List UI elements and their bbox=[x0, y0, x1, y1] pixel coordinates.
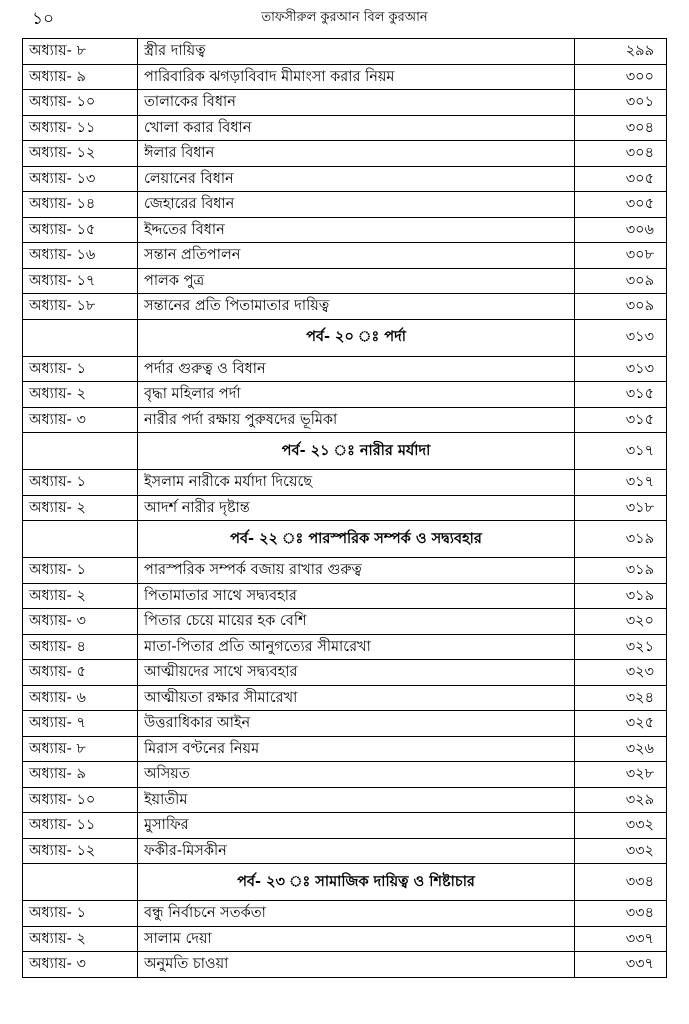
toc-page-number: ৩৩৪ bbox=[575, 864, 667, 901]
toc-empty-cell bbox=[23, 521, 138, 558]
toc-empty-cell bbox=[23, 864, 138, 901]
toc-chapter-row bbox=[23, 660, 667, 686]
page-header bbox=[0, 0, 689, 34]
toc-page-number: ৩০৮ bbox=[575, 243, 667, 269]
toc-page-number: ৩৩৭ bbox=[575, 926, 667, 952]
toc-chapter-title: অনুমতি চাওয়া bbox=[138, 952, 575, 978]
toc-chapter-label: অধ্যায়- ৮ bbox=[23, 736, 138, 762]
toc-chapter-title: লেয়ানের বিধান bbox=[138, 166, 575, 192]
toc-chapter-label: অধ্যায়- ২ bbox=[23, 495, 138, 521]
toc-chapter-title: উত্তরাধিকার আইন bbox=[138, 711, 575, 737]
toc-chapter-title: খোলা করার বিধান bbox=[138, 115, 575, 141]
toc-chapter-title: সন্তানের প্রতি পিতামাতার দায়িত্ব bbox=[138, 294, 575, 320]
toc-chapter-label: অধ্যায়- ১ bbox=[23, 901, 138, 927]
toc-chapter-label: অধ্যায়- ১১ bbox=[23, 813, 138, 839]
toc-page-number: ৩৩৭ bbox=[575, 952, 667, 978]
toc-chapter-row bbox=[23, 382, 667, 408]
toc-chapter-title: নারীর পর্দা রক্ষায় পুরুষদের ভূমিকা bbox=[138, 407, 575, 433]
toc-chapter-row bbox=[23, 634, 667, 660]
toc-chapter-row bbox=[23, 495, 667, 521]
toc-chapter-label: অধ্যায়- ১৮ bbox=[23, 294, 138, 320]
toc-chapter-row bbox=[23, 736, 667, 762]
toc-chapter-label: অধ্যায়- ৭ bbox=[23, 711, 138, 737]
toc-page-number: ৩১৩ bbox=[575, 319, 667, 356]
page-number: ১০ bbox=[32, 9, 55, 29]
toc-chapter-row bbox=[23, 813, 667, 839]
toc-chapter-row bbox=[23, 39, 667, 65]
book-title: তাফসীরুল কুরআন বিল কুরআন bbox=[261, 10, 428, 25]
toc-page-number: ৩০৯ bbox=[575, 268, 667, 294]
toc-chapter-label: অধ্যায়- ১ bbox=[23, 356, 138, 382]
toc-page-number: ৩১৯ bbox=[575, 583, 667, 609]
toc-page-number: ৩০৪ bbox=[575, 115, 667, 141]
toc-page-number: ৩১৯ bbox=[575, 558, 667, 584]
toc-chapter-row bbox=[23, 609, 667, 635]
toc-chapter-title: অসিয়ত bbox=[138, 762, 575, 788]
toc-page-number: ৩০৬ bbox=[575, 217, 667, 243]
toc-empty-cell bbox=[23, 433, 138, 470]
toc-page-number: ৩২৮ bbox=[575, 762, 667, 788]
toc-page-number: ৩১৭ bbox=[575, 470, 667, 496]
toc-chapter-row bbox=[23, 558, 667, 584]
toc-chapter-title: বৃদ্ধা মহিলার পর্দা bbox=[138, 382, 575, 408]
toc-page-number: ৩২৯ bbox=[575, 787, 667, 813]
toc-page-number: ৩২৩ bbox=[575, 660, 667, 686]
toc-page-number: ৩০৫ bbox=[575, 166, 667, 192]
toc-chapter-title: ইদ্দতের বিধান bbox=[138, 217, 575, 243]
toc-chapter-title: আত্মীয়দের সাথে সদ্ব্যবহার bbox=[138, 660, 575, 686]
toc-page-number: ৩৩৪ bbox=[575, 901, 667, 927]
toc-page-number: ৩০৪ bbox=[575, 141, 667, 167]
toc-chapter-row bbox=[23, 64, 667, 90]
toc-page-number: ৩১৫ bbox=[575, 407, 667, 433]
toc-part-row bbox=[23, 864, 667, 901]
toc-chapter-title: বন্ধু নির্বাচনে সতর্কতা bbox=[138, 901, 575, 927]
toc-part-title: পর্ব- ২২ ঃ পারস্পরিক সম্পর্ক ও সদ্ব্যবহার bbox=[138, 521, 575, 558]
toc-page-number: ৩২৬ bbox=[575, 736, 667, 762]
toc-chapter-row bbox=[23, 294, 667, 320]
toc-chapter-row bbox=[23, 762, 667, 788]
toc-chapter-title: পিতার চেয়ে মায়ের হক বেশি bbox=[138, 609, 575, 635]
toc-part-row bbox=[23, 319, 667, 356]
toc-chapter-label: অধ্যায়- ৯ bbox=[23, 64, 138, 90]
toc-chapter-title: স্ত্রীর দায়িত্ব bbox=[138, 39, 575, 65]
toc-chapter-row bbox=[23, 243, 667, 269]
toc-page-number: ৩০৫ bbox=[575, 192, 667, 218]
toc-chapter-row bbox=[23, 787, 667, 813]
toc-chapter-label: অধ্যায়- ১০ bbox=[23, 90, 138, 116]
toc-page-number: ৩২৫ bbox=[575, 711, 667, 737]
toc-chapter-title: মাতা-পিতার প্রতি আনুগত্যের সীমারেখা bbox=[138, 634, 575, 660]
toc-chapter-label: অধ্যায়- ১৩ bbox=[23, 166, 138, 192]
toc-chapter-label: অধ্যায়- ৩ bbox=[23, 952, 138, 978]
toc-chapter-title: পর্দার গুরুত্ব ও বিধান bbox=[138, 356, 575, 382]
toc-chapter-label: অধ্যায়- ১৭ bbox=[23, 268, 138, 294]
table-of-contents bbox=[22, 38, 667, 978]
toc-chapter-title: সালাম দেয়া bbox=[138, 926, 575, 952]
toc-chapter-title: মুসাফির bbox=[138, 813, 575, 839]
toc-chapter-row bbox=[23, 90, 667, 116]
toc-chapter-title: ইয়াতীম bbox=[138, 787, 575, 813]
toc-page-number: ৩০১ bbox=[575, 90, 667, 116]
toc-chapter-row bbox=[23, 356, 667, 382]
toc-chapter-row bbox=[23, 407, 667, 433]
toc-chapter-title: মিরাস বণ্টনের নিয়ম bbox=[138, 736, 575, 762]
toc-chapter-title: ইসলাম নারীকে মর্যাদা দিয়েছে bbox=[138, 470, 575, 496]
toc-page-number: ৩১৫ bbox=[575, 382, 667, 408]
toc-chapter-label: অধ্যায়- ২ bbox=[23, 926, 138, 952]
toc-page-number: ৩১৮ bbox=[575, 495, 667, 521]
toc-chapter-title: তালাকের বিধান bbox=[138, 90, 575, 116]
toc-chapter-label: অধ্যায়- ১১ bbox=[23, 115, 138, 141]
toc-chapter-title: পালক পুত্র bbox=[138, 268, 575, 294]
toc-chapter-label: অধ্যায়- ১৬ bbox=[23, 243, 138, 269]
toc-chapter-title: জেহারের বিধান bbox=[138, 192, 575, 218]
toc-chapter-row bbox=[23, 926, 667, 952]
toc-chapter-row bbox=[23, 166, 667, 192]
toc-page-number: ৩২৪ bbox=[575, 685, 667, 711]
toc-chapter-title: পিতামাতার সাথে সদ্ব্যবহার bbox=[138, 583, 575, 609]
toc-page-number: ২৯৯ bbox=[575, 39, 667, 65]
toc-chapter-label: অধ্যায়- ১০ bbox=[23, 787, 138, 813]
toc-chapter-label: অধ্যায়- ৬ bbox=[23, 685, 138, 711]
toc-chapter-label: অধ্যায়- ২ bbox=[23, 583, 138, 609]
toc-page-number: ৩৩২ bbox=[575, 813, 667, 839]
toc-chapter-row bbox=[23, 470, 667, 496]
toc-chapter-title: পারস্পরিক সম্পর্ক বজায় রাখার গুরুত্ব bbox=[138, 558, 575, 584]
toc-chapter-label: অধ্যায়- ১ bbox=[23, 470, 138, 496]
toc-chapter-label: অধ্যায়- ২ bbox=[23, 382, 138, 408]
toc-chapter-row bbox=[23, 268, 667, 294]
toc-chapter-title: ফকীর-মিসকীন bbox=[138, 838, 575, 864]
toc-page-number: ৩০০ bbox=[575, 64, 667, 90]
toc-chapter-label: অধ্যায়- ১২ bbox=[23, 141, 138, 167]
toc-chapter-label: অধ্যায়- ১ bbox=[23, 558, 138, 584]
toc-chapter-row bbox=[23, 192, 667, 218]
toc-chapter-row bbox=[23, 952, 667, 978]
toc-page-number: ৩২০ bbox=[575, 609, 667, 635]
toc-chapter-row bbox=[23, 115, 667, 141]
toc-page-number: ৩১৭ bbox=[575, 433, 667, 470]
toc-chapter-row bbox=[23, 583, 667, 609]
toc-empty-cell bbox=[23, 319, 138, 356]
toc-chapter-title: আত্মীয়তা রক্ষার সীমারেখা bbox=[138, 685, 575, 711]
toc-chapter-row bbox=[23, 141, 667, 167]
toc-chapter-title: সন্তান প্রতিপালন bbox=[138, 243, 575, 269]
toc-chapter-label: অধ্যায়- ১৪ bbox=[23, 192, 138, 218]
toc-part-row bbox=[23, 433, 667, 470]
toc-chapter-title: পারিবারিক ঝগড়াবিবাদ মীমাংসা করার নিয়ম bbox=[138, 64, 575, 90]
toc-chapter-label: অধ্যায়- ৩ bbox=[23, 609, 138, 635]
toc-chapter-label: অধ্যায়- ৩ bbox=[23, 407, 138, 433]
toc-body bbox=[23, 39, 667, 978]
toc-chapter-label: অধ্যায়- ১২ bbox=[23, 838, 138, 864]
toc-page-number: ৩১৯ bbox=[575, 521, 667, 558]
toc-chapter-label: অধ্যায়- ৯ bbox=[23, 762, 138, 788]
toc-chapter-row bbox=[23, 901, 667, 927]
toc-part-title: পর্ব- ২১ ঃ নারীর মর্যাদা bbox=[138, 433, 575, 470]
toc-part-title: পর্ব- ২০ ঃ পর্দা bbox=[138, 319, 575, 356]
toc-chapter-title: আদর্শ নারীর দৃষ্টান্ত bbox=[138, 495, 575, 521]
toc-page-number: ৩২১ bbox=[575, 634, 667, 660]
toc-chapter-label: অধ্যায়- ১৫ bbox=[23, 217, 138, 243]
toc-page-number: ৩৩২ bbox=[575, 838, 667, 864]
toc-part-title: পর্ব- ২৩ ঃ সামাজিক দায়িত্ব ও শিষ্টাচার bbox=[138, 864, 575, 901]
toc-chapter-row bbox=[23, 711, 667, 737]
toc-page-number: ৩০৯ bbox=[575, 294, 667, 320]
toc-chapter-label: অধ্যায়- ৫ bbox=[23, 660, 138, 686]
toc-chapter-row bbox=[23, 685, 667, 711]
toc-chapter-label: অধ্যায়- ৮ bbox=[23, 39, 138, 65]
toc-chapter-title: ঈলার বিধান bbox=[138, 141, 575, 167]
toc-chapter-label: অধ্যায়- ৪ bbox=[23, 634, 138, 660]
toc-chapter-row bbox=[23, 838, 667, 864]
toc-chapter-row bbox=[23, 217, 667, 243]
toc-part-row bbox=[23, 521, 667, 558]
toc-page-number: ৩১৩ bbox=[575, 356, 667, 382]
